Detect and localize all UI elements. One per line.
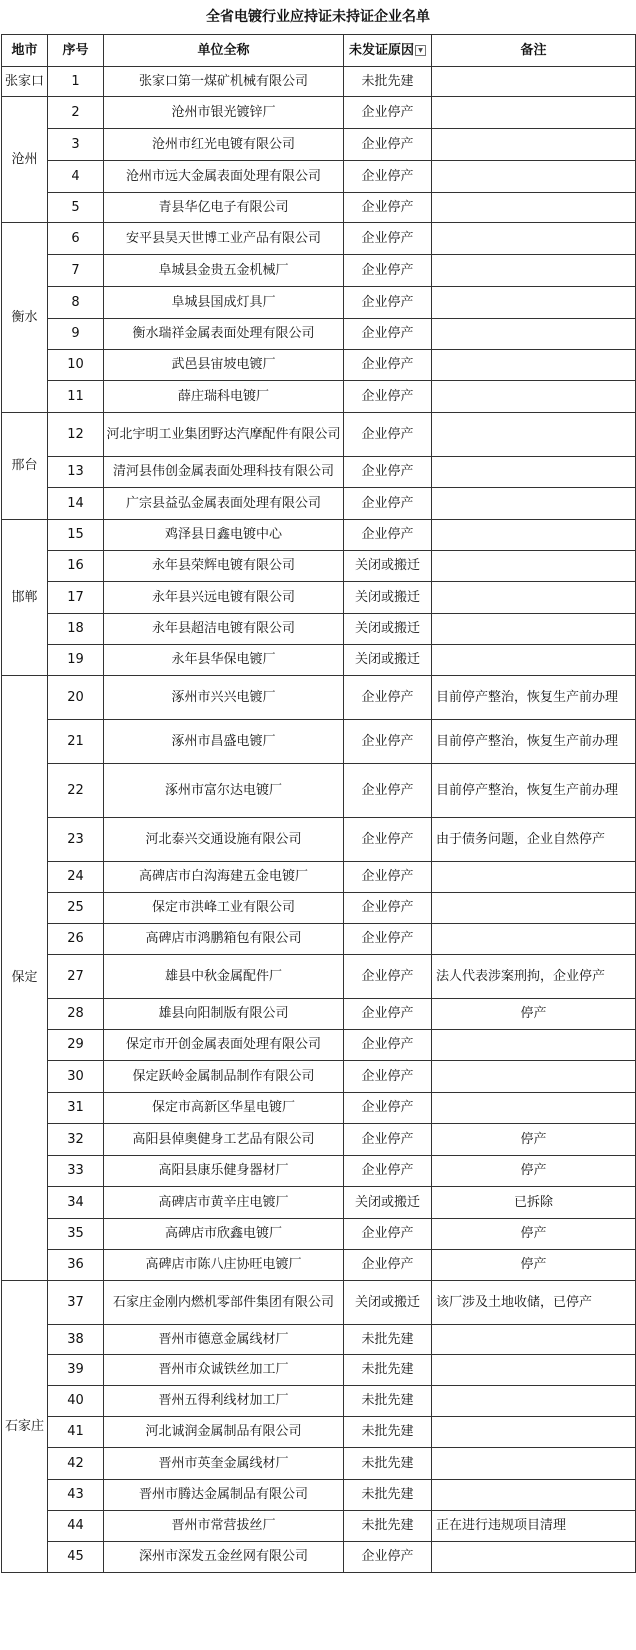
number-cell: 30	[48, 1061, 104, 1093]
company-name-cell: 永年县超洁电镀有限公司	[104, 614, 344, 645]
table-row	[2, 862, 636, 893]
city-cell: 邢台	[2, 413, 48, 520]
reason-cell: 未批先建	[344, 1325, 432, 1355]
reason-cell: 企业停产	[344, 520, 432, 551]
number-cell: 20	[48, 676, 104, 720]
company-name-cell: 沧州市银光镀锌厂	[104, 97, 344, 129]
reason-cell: 企业停产	[344, 457, 432, 488]
city-cell: 邯郸	[2, 520, 48, 676]
company-name-cell: 安平县昊天世博工业产品有限公司	[104, 223, 344, 255]
company-name-cell: 高碑店市黄辛庄电镀厂	[104, 1187, 344, 1219]
company-name-cell: 高碑店市白沟海建五金电镀厂	[104, 862, 344, 893]
table-row	[2, 818, 636, 862]
remark-cell	[432, 645, 636, 676]
reason-cell: 企业停产	[344, 129, 432, 161]
company-name-cell: 衡水瑞祥金属表面处理有限公司	[104, 319, 344, 350]
table-row	[2, 645, 636, 676]
remark-cell	[432, 1480, 636, 1511]
number-cell: 26	[48, 924, 104, 955]
table-row	[2, 614, 636, 645]
company-name-cell: 永年县华保电镀厂	[104, 645, 344, 676]
company-name-cell: 高碑店市欣鑫电镀厂	[104, 1219, 344, 1250]
company-name-cell: 薛庄瑞科电镀厂	[104, 381, 344, 413]
reason-cell: 企业停产	[344, 1542, 432, 1573]
reason-cell: 企业停产	[344, 223, 432, 255]
table-row	[2, 1325, 636, 1355]
number-cell: 18	[48, 614, 104, 645]
table-row	[2, 1250, 636, 1281]
number-cell: 41	[48, 1417, 104, 1448]
remark-cell: 停产	[432, 1156, 636, 1187]
company-name-cell: 河北泰兴交通设施有限公司	[104, 818, 344, 862]
company-name-cell: 晋州市英奎金属线材厂	[104, 1448, 344, 1480]
reason-cell: 企业停产	[344, 955, 432, 999]
table-row	[2, 129, 636, 161]
company-name-cell: 广宗县益弘金属表面处理有限公司	[104, 488, 344, 520]
city-cell: 衡水	[2, 223, 48, 413]
company-name-cell: 涿州市兴兴电镀厂	[104, 676, 344, 720]
reason-cell: 企业停产	[344, 488, 432, 520]
number-cell: 36	[48, 1250, 104, 1281]
remark-cell	[432, 1542, 636, 1573]
number-cell: 38	[48, 1325, 104, 1355]
table-row	[2, 1030, 636, 1061]
number-cell: 22	[48, 764, 104, 818]
number-cell: 12	[48, 413, 104, 457]
table-row	[2, 381, 636, 413]
company-name-cell: 永年县兴远电镀有限公司	[104, 582, 344, 614]
table-row	[2, 1156, 636, 1187]
remark-cell: 正在进行违规项目清理	[432, 1511, 636, 1542]
reason-cell: 企业停产	[344, 764, 432, 818]
table-row	[2, 1417, 636, 1448]
table-row	[2, 1480, 636, 1511]
col-header-number: 序号	[48, 35, 104, 67]
remark-cell: 停产	[432, 1250, 636, 1281]
remark-cell: 已拆除	[432, 1187, 636, 1219]
remark-cell	[432, 520, 636, 551]
table-row	[2, 488, 636, 520]
number-cell: 40	[48, 1386, 104, 1417]
remark-cell: 停产	[432, 1124, 636, 1156]
city-cell: 张家口	[2, 67, 48, 97]
table-row	[2, 319, 636, 350]
number-cell: 34	[48, 1187, 104, 1219]
number-cell: 42	[48, 1448, 104, 1480]
reason-cell: 企业停产	[344, 319, 432, 350]
remark-cell	[432, 893, 636, 924]
number-cell: 24	[48, 862, 104, 893]
number-cell: 5	[48, 193, 104, 223]
reason-cell: 企业停产	[344, 999, 432, 1030]
remark-cell	[432, 381, 636, 413]
number-cell: 39	[48, 1355, 104, 1386]
remark-cell: 目前停产整治，恢复生产前办理	[432, 764, 636, 818]
remark-cell	[432, 350, 636, 381]
reason-cell: 企业停产	[344, 1093, 432, 1124]
reason-cell: 未批先建	[344, 1355, 432, 1386]
table-row	[2, 413, 636, 457]
reason-cell: 关闭或搬迁	[344, 614, 432, 645]
company-name-cell: 晋州市众诚铁丝加工厂	[104, 1355, 344, 1386]
reason-cell: 企业停产	[344, 255, 432, 287]
remark-cell	[432, 1355, 636, 1386]
number-cell: 13	[48, 457, 104, 488]
col-header-remark: 备注	[432, 35, 636, 67]
reason-cell: 企业停产	[344, 97, 432, 129]
reason-cell: 未批先建	[344, 1448, 432, 1480]
remark-cell: 该厂涉及土地收储，已停产	[432, 1281, 636, 1325]
reason-cell: 企业停产	[344, 287, 432, 319]
reason-cell: 企业停产	[344, 818, 432, 862]
reason-cell: 企业停产	[344, 350, 432, 381]
number-cell: 43	[48, 1480, 104, 1511]
remark-cell: 目前停产整治，恢复生产前办理	[432, 676, 636, 720]
number-cell: 19	[48, 645, 104, 676]
remark-cell	[432, 1030, 636, 1061]
reason-cell: 未批先建	[344, 1417, 432, 1448]
company-name-cell: 武邑县宙坡电镀厂	[104, 350, 344, 381]
reason-cell: 关闭或搬迁	[344, 645, 432, 676]
reason-cell: 企业停产	[344, 1250, 432, 1281]
remark-cell	[432, 67, 636, 97]
table-row	[2, 955, 636, 999]
reason-cell: 关闭或搬迁	[344, 582, 432, 614]
table-row	[2, 893, 636, 924]
company-name-cell: 涿州市昌盛电镀厂	[104, 720, 344, 764]
company-name-cell: 高阳县康乐健身器材厂	[104, 1156, 344, 1187]
company-name-cell: 保定市开创金属表面处理有限公司	[104, 1030, 344, 1061]
reason-cell: 未批先建	[344, 1511, 432, 1542]
company-name-cell: 石家庄金刚内燃机零部件集团有限公司	[104, 1281, 344, 1325]
table-row	[2, 1355, 636, 1386]
number-cell: 11	[48, 381, 104, 413]
filter-dropdown-icon[interactable]: ▼	[415, 45, 426, 56]
table-row	[2, 223, 636, 255]
remark-cell	[432, 862, 636, 893]
company-name-cell: 高阳县倬奥健身工艺品有限公司	[104, 1124, 344, 1156]
reason-cell: 企业停产	[344, 381, 432, 413]
remark-cell	[432, 413, 636, 457]
table-row	[2, 720, 636, 764]
number-cell: 25	[48, 893, 104, 924]
reason-cell: 企业停产	[344, 893, 432, 924]
table-row	[2, 551, 636, 582]
company-name-cell: 晋州市腾达金属制品有限公司	[104, 1480, 344, 1511]
remark-cell	[432, 97, 636, 129]
city-cell: 石家庄	[2, 1281, 48, 1573]
remark-cell	[432, 614, 636, 645]
remark-cell	[432, 1417, 636, 1448]
remark-cell	[432, 223, 636, 255]
company-name-cell: 晋州市德意金属线材厂	[104, 1325, 344, 1355]
reason-cell: 企业停产	[344, 862, 432, 893]
number-cell: 16	[48, 551, 104, 582]
table-row	[2, 67, 636, 97]
company-name-cell: 保定市洪峰工业有限公司	[104, 893, 344, 924]
number-cell: 27	[48, 955, 104, 999]
number-cell: 23	[48, 818, 104, 862]
table-row	[2, 255, 636, 287]
reason-cell: 企业停产	[344, 193, 432, 223]
remark-cell	[432, 129, 636, 161]
company-name-cell: 高碑店市鸿鹏箱包有限公司	[104, 924, 344, 955]
number-cell: 14	[48, 488, 104, 520]
number-cell: 44	[48, 1511, 104, 1542]
table-row	[2, 350, 636, 381]
reason-cell: 企业停产	[344, 1124, 432, 1156]
company-name-cell: 雄县向阳制版有限公司	[104, 999, 344, 1030]
remark-cell: 停产	[432, 1219, 636, 1250]
reason-cell: 未批先建	[344, 1480, 432, 1511]
remark-cell	[432, 488, 636, 520]
company-name-cell: 深州市深发五金丝网有限公司	[104, 1542, 344, 1573]
number-cell: 17	[48, 582, 104, 614]
reason-cell: 企业停产	[344, 720, 432, 764]
company-name-cell: 沧州市远大金属表面处理有限公司	[104, 161, 344, 193]
table-row	[2, 161, 636, 193]
number-cell: 45	[48, 1542, 104, 1573]
reason-cell: 未批先建	[344, 67, 432, 97]
number-cell: 28	[48, 999, 104, 1030]
company-name-cell: 青县华亿电子有限公司	[104, 193, 344, 223]
number-cell: 2	[48, 97, 104, 129]
company-name-cell: 保定市高新区华星电镀厂	[104, 1093, 344, 1124]
table-row	[2, 1187, 636, 1219]
number-cell: 21	[48, 720, 104, 764]
remark-cell: 法人代表涉案刑拘，企业停产	[432, 955, 636, 999]
reason-cell: 企业停产	[344, 676, 432, 720]
header-row	[2, 35, 636, 67]
company-name-cell: 张家口第一煤矿机械有限公司	[104, 67, 344, 97]
col-header-city: 地市	[2, 35, 48, 67]
remark-cell	[432, 287, 636, 319]
number-cell: 32	[48, 1124, 104, 1156]
number-cell: 8	[48, 287, 104, 319]
table-row	[2, 1219, 636, 1250]
company-name-cell: 河北诚润金属制品有限公司	[104, 1417, 344, 1448]
table-row	[2, 924, 636, 955]
remark-cell	[432, 193, 636, 223]
reason-cell: 企业停产	[344, 1156, 432, 1187]
table-body	[2, 67, 636, 1573]
table-row	[2, 764, 636, 818]
table-row	[2, 1124, 636, 1156]
page-title: 全省电镀行业应持证未持证企业名单	[206, 9, 430, 25]
number-cell: 33	[48, 1156, 104, 1187]
remark-cell	[432, 319, 636, 350]
number-cell: 3	[48, 129, 104, 161]
remark-cell	[432, 161, 636, 193]
number-cell: 10	[48, 350, 104, 381]
reason-cell: 企业停产	[344, 161, 432, 193]
table-row	[2, 1542, 636, 1573]
remark-cell	[432, 1093, 636, 1124]
company-name-cell: 雄县中秋金属配件厂	[104, 955, 344, 999]
remark-cell	[432, 255, 636, 287]
number-cell: 9	[48, 319, 104, 350]
reason-cell: 关闭或搬迁	[344, 551, 432, 582]
remark-cell	[432, 924, 636, 955]
remark-cell	[432, 457, 636, 488]
table-row	[2, 97, 636, 129]
number-cell: 1	[48, 67, 104, 97]
number-cell: 6	[48, 223, 104, 255]
reason-cell: 企业停产	[344, 1030, 432, 1061]
company-name-cell: 保定跃岭金属制品制作有限公司	[104, 1061, 344, 1093]
enterprise-table	[1, 34, 636, 1573]
table-row	[2, 457, 636, 488]
reason-cell: 未批先建	[344, 1386, 432, 1417]
remark-cell	[432, 551, 636, 582]
table-row	[2, 999, 636, 1030]
table-row	[2, 582, 636, 614]
company-name-cell: 晋州市常营拔丝厂	[104, 1511, 344, 1542]
reason-cell: 企业停产	[344, 1219, 432, 1250]
reason-cell: 企业停产	[344, 924, 432, 955]
reason-cell: 关闭或搬迁	[344, 1281, 432, 1325]
number-cell: 37	[48, 1281, 104, 1325]
table-row	[2, 1448, 636, 1480]
reason-cell: 关闭或搬迁	[344, 1187, 432, 1219]
company-name-cell: 晋州五得利线材加工厂	[104, 1386, 344, 1417]
company-name-cell: 涿州市富尔达电镀厂	[104, 764, 344, 818]
company-name-cell: 沧州市红光电镀有限公司	[104, 129, 344, 161]
remark-cell: 停产	[432, 999, 636, 1030]
company-name-cell: 清河县伟创金属表面处理科技有限公司	[104, 457, 344, 488]
table-row	[2, 1386, 636, 1417]
number-cell: 31	[48, 1093, 104, 1124]
remark-cell: 由于债务问题，企业自然停产	[432, 818, 636, 862]
company-name-cell: 河北宇明工业集团野达汽摩配件有限公司	[104, 413, 344, 457]
remark-cell	[432, 582, 636, 614]
company-name-cell: 高碑店市陈八庄协旺电镀厂	[104, 1250, 344, 1281]
company-name-cell: 阜城县国成灯具厂	[104, 287, 344, 319]
col-header-reason-label: 未发证原因	[348, 42, 414, 58]
number-cell: 7	[48, 255, 104, 287]
city-cell: 沧州	[2, 97, 48, 223]
company-name-cell: 永年县荣辉电镀有限公司	[104, 551, 344, 582]
table-row	[2, 287, 636, 319]
city-cell: 保定	[2, 676, 48, 1281]
reason-cell: 企业停产	[344, 1061, 432, 1093]
number-cell: 15	[48, 520, 104, 551]
table-row	[2, 1061, 636, 1093]
number-cell: 4	[48, 161, 104, 193]
table-row	[2, 520, 636, 551]
number-cell: 29	[48, 1030, 104, 1061]
reason-cell: 企业停产	[344, 413, 432, 457]
remark-cell	[432, 1386, 636, 1417]
col-header-company: 单位全称	[104, 35, 344, 67]
col-header-reason[interactable]	[344, 35, 432, 67]
company-name-cell: 鸡泽县日鑫电镀中心	[104, 520, 344, 551]
table-row	[2, 1093, 636, 1124]
company-name-cell: 阜城县金贵五金机械厂	[104, 255, 344, 287]
table-row	[2, 193, 636, 223]
table-row	[2, 1511, 636, 1542]
remark-cell	[432, 1325, 636, 1355]
remark-cell: 目前停产整治，恢复生产前办理	[432, 720, 636, 764]
table-row	[2, 676, 636, 720]
table-row	[2, 1281, 636, 1325]
number-cell: 35	[48, 1219, 104, 1250]
remark-cell	[432, 1448, 636, 1480]
remark-cell	[432, 1061, 636, 1093]
